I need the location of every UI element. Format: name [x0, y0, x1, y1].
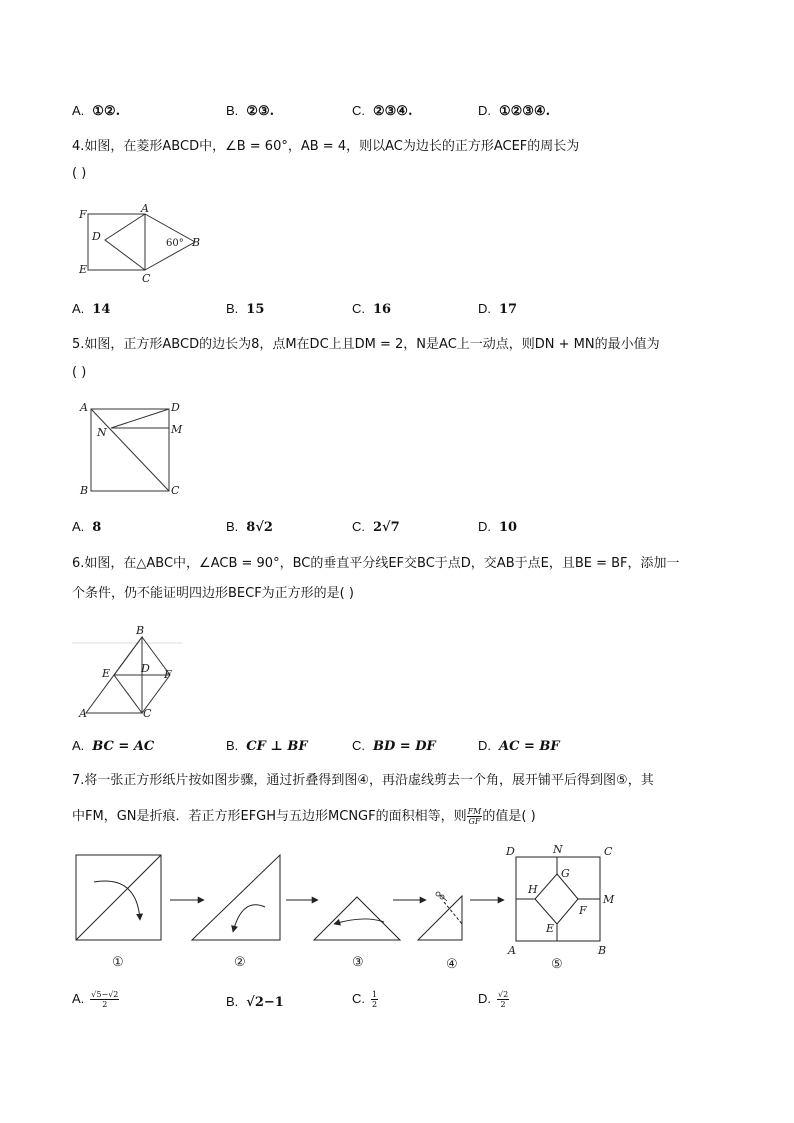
label-D: D — [506, 845, 515, 858]
step3-label: ③ — [352, 955, 364, 970]
option-value: 15 — [246, 302, 265, 317]
q6-option-b — [226, 738, 308, 754]
q4-option-a — [72, 301, 110, 317]
q7-steps-figure — [72, 840, 632, 975]
q4-option-d — [478, 301, 517, 317]
label-E: E — [546, 922, 555, 935]
option-label: D. — [478, 301, 491, 316]
option-value: BD = DF — [373, 739, 436, 754]
q3-option-a — [72, 103, 120, 119]
step2-label: ② — [234, 955, 246, 970]
frac-denominator: 2 — [500, 1000, 506, 1009]
option-value: 8√2 — [246, 520, 273, 535]
option-fraction — [90, 990, 119, 1009]
label-F: F — [79, 208, 87, 221]
option-label: D. — [478, 738, 491, 753]
q7-stem-line1: 7.将一张正方形纸片按如图步骤，通过折叠得到图④，再沿虚线剪去一个角，展开铺平后得到图⑤，其 — [72, 773, 654, 788]
option-label: C. — [352, 519, 365, 534]
frac-numerator: √2 — [498, 990, 509, 999]
label-D: D — [92, 230, 101, 243]
option-label: A. — [72, 991, 85, 1006]
option-value: √2−1 — [246, 995, 284, 1010]
label-B: B — [136, 624, 145, 637]
option-label: D. — [478, 519, 491, 534]
option-value: 2√7 — [373, 520, 400, 535]
label-C: C — [143, 707, 152, 720]
step3-triangle — [314, 897, 400, 940]
label-A: A — [79, 707, 87, 720]
q3-option-d — [478, 103, 550, 119]
q5-stem: 5.如图，正方形ABCD的边长为8，点M在DC上且DM = 2，N是AC上一动点，则DN + MN的最小值为 — [72, 337, 660, 352]
option-value: 10 — [499, 520, 518, 535]
option-value: 16 — [373, 302, 392, 317]
step2-triangle — [192, 855, 280, 940]
option-value: ②③. — [246, 104, 275, 119]
label-B: B — [80, 484, 89, 497]
q3-option-b — [226, 103, 274, 119]
q5-option-b — [226, 519, 273, 535]
q4-option-b — [226, 301, 264, 317]
option-value: AC = BF — [499, 739, 560, 754]
q4-paren: ( ) — [72, 166, 87, 181]
q4-figure — [75, 202, 215, 287]
option-label: B. — [226, 994, 239, 1009]
label-C: C — [142, 272, 151, 285]
step1-diagonal — [76, 855, 161, 940]
label-M: M — [603, 893, 615, 906]
option-value: ①②. — [92, 104, 121, 119]
q5-paren: ( ) — [72, 365, 87, 380]
label-H: H — [528, 883, 538, 896]
frac-numerator: 1 — [372, 990, 378, 999]
label-N: N — [97, 426, 107, 439]
label-G: G — [561, 867, 570, 880]
option-label: C. — [352, 991, 365, 1006]
option-label: D. — [478, 991, 491, 1006]
q3-option-c — [352, 103, 413, 119]
label-D: D — [171, 401, 180, 414]
frac-numerator: √5−√2 — [91, 990, 119, 999]
option-label: A. — [72, 519, 85, 534]
q7-option-d — [478, 990, 509, 1009]
q7-stem-part-a: 中FM，GN是折痕．若正方形EFGH与五边形MCNGF的面积相等，则 — [72, 809, 467, 824]
q6-option-c — [352, 738, 436, 754]
option-value: CF ⊥ BF — [246, 739, 308, 754]
step5-label: ⑤ — [551, 957, 563, 972]
label-D: D — [141, 662, 150, 675]
option-value: 14 — [92, 302, 111, 317]
q6-stem-line1: 6.如图，在△ABC中，∠ACB = 90°，BC的垂直平分线EF交BC于点D，交AB于点E，且BE = BF，添加一 — [72, 556, 680, 571]
frac-denominator: 2 — [372, 1000, 378, 1009]
label-E: E — [102, 667, 111, 680]
q7-stem-line2 — [72, 805, 536, 826]
step3-fold-arrow — [334, 919, 384, 924]
option-label: A. — [72, 301, 85, 316]
option-label: D. — [478, 103, 491, 118]
q6-option-d — [478, 738, 560, 754]
q7-option-b — [226, 994, 284, 1010]
option-label: B. — [226, 103, 239, 118]
option-fraction — [497, 990, 509, 1009]
q6-figure — [72, 620, 192, 722]
q7-fraction — [467, 807, 483, 826]
label-A: A — [141, 202, 149, 215]
q4-option-c — [352, 301, 391, 317]
label-M: M — [171, 423, 183, 436]
option-label: A. — [72, 738, 85, 753]
option-label: C. — [352, 738, 365, 753]
label-F: F — [579, 904, 587, 917]
option-value: ②③④. — [373, 104, 413, 119]
option-value: BC = AC — [92, 739, 155, 754]
q6-option-a — [72, 738, 154, 754]
option-label: C. — [352, 301, 365, 316]
q5-figure — [75, 398, 195, 498]
label-A: A — [80, 401, 88, 414]
option-label: B. — [226, 301, 239, 316]
square-efgh — [535, 874, 578, 924]
label-F: F — [164, 668, 172, 681]
option-fraction — [371, 990, 378, 1009]
q7-option-c — [352, 990, 378, 1009]
label-C: C — [604, 845, 613, 858]
q6-stem-line2: 个条件，仍不能证明四边形BECF为正方形的是( ) — [72, 586, 354, 601]
step2-fold-arrow — [233, 905, 265, 932]
step4-label: ④ — [446, 957, 458, 972]
label-E: E — [79, 263, 88, 276]
q7-option-a — [72, 990, 119, 1009]
label-B: B — [192, 236, 201, 249]
q5-option-d — [478, 519, 517, 535]
frac-numerator: FM — [467, 807, 482, 816]
option-value: 17 — [499, 302, 518, 317]
q7-stem-part-b: 的值是( ) — [482, 809, 536, 824]
frac-denominator: 2 — [102, 1000, 108, 1009]
option-value: ①②③④. — [499, 104, 551, 119]
q5-option-c — [352, 519, 400, 535]
option-label: C. — [352, 103, 365, 118]
option-label: B. — [226, 738, 239, 753]
segment-dn — [111, 409, 169, 428]
label-B: B — [598, 944, 607, 957]
q4-stem: 4.如图，在菱形ABCD中，∠B = 60°，AB = 4，则以AC为边长的正方形ACEF的周长为 — [72, 139, 580, 154]
step4-triangle — [418, 896, 462, 940]
option-label: A. — [72, 103, 85, 118]
label-N: N — [553, 843, 563, 856]
step1-fold-arrow — [94, 881, 140, 920]
label-C: C — [171, 484, 180, 497]
step1-label: ① — [112, 955, 124, 970]
scissors-icon — [436, 892, 447, 901]
option-label: B. — [226, 519, 239, 534]
q5-option-a — [72, 519, 101, 535]
frac-denominator: GF — [468, 817, 481, 826]
rhombus-left — [105, 214, 145, 270]
option-value: 8 — [92, 520, 102, 535]
angle-label: 60° — [166, 238, 184, 249]
label-A: A — [508, 944, 516, 957]
